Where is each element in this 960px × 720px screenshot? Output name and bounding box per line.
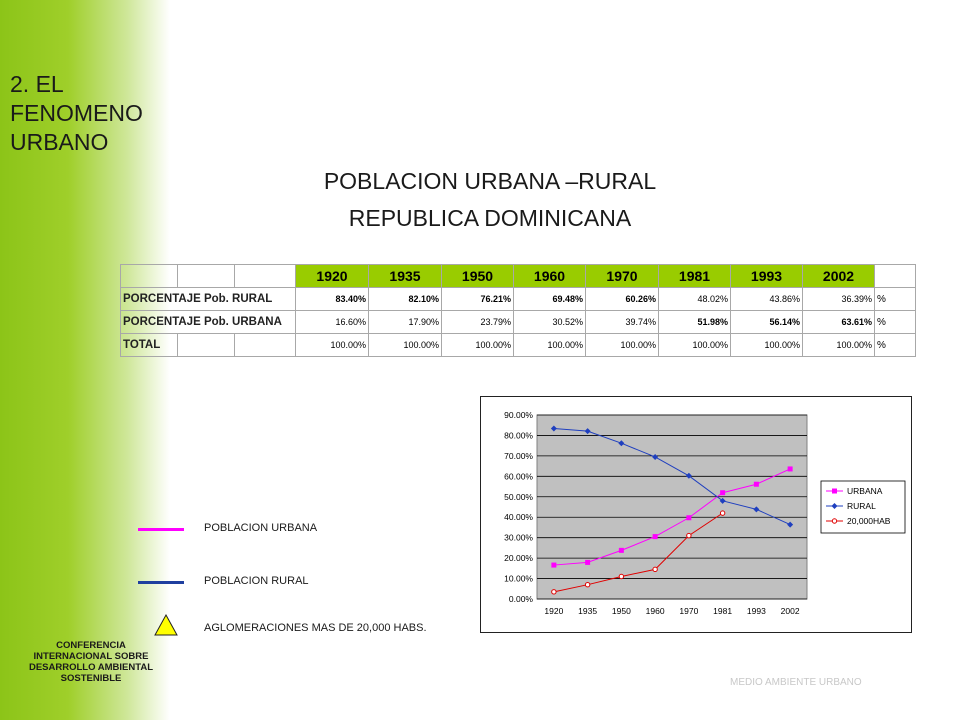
y-tick-label: 20.00% <box>504 553 533 564</box>
table-cell: 82.10% <box>369 288 442 311</box>
section-title-line: URBANO <box>10 129 109 155</box>
population-table <box>120 264 916 357</box>
table-cell: 56.14% <box>731 311 803 334</box>
data-point <box>788 466 793 471</box>
legend-label: POBLACION URBANA <box>204 522 318 534</box>
table-empty-cell <box>178 334 235 357</box>
table-cell: 100.00% <box>659 334 731 357</box>
section-title-line: FENOMENO <box>10 100 143 126</box>
y-tick-label: 0.00% <box>508 594 533 604</box>
table-cell: 51.98% <box>659 311 731 334</box>
table-empty-cell <box>235 265 296 288</box>
x-tick-label: 2002 <box>780 606 800 616</box>
data-point <box>720 511 724 515</box>
x-tick-label: 1993 <box>746 606 766 616</box>
section-title <box>10 70 170 157</box>
year-header: 1970 <box>586 265 659 288</box>
population-line-chart <box>480 396 912 633</box>
data-point <box>585 560 590 565</box>
row-label: TOTAL <box>121 334 178 357</box>
unit-cell: % <box>875 334 916 357</box>
data-point <box>619 574 623 578</box>
legend-label: AGLOMERACIONES MAS DE 20,000 HABS. <box>204 622 427 634</box>
table-row-total <box>121 334 916 357</box>
y-tick-label: 10.00% <box>504 573 533 584</box>
chart-svg <box>481 397 911 632</box>
x-tick-label: 1970 <box>679 606 699 616</box>
year-header: 1981 <box>659 265 731 288</box>
x-tick-label: 1920 <box>544 606 564 616</box>
table-cell: 43.86% <box>731 288 803 311</box>
table-cell: 30.52% <box>514 311 586 334</box>
plot-area <box>537 415 807 599</box>
x-tick-label: 1960 <box>645 606 665 616</box>
data-point <box>720 490 725 495</box>
data-point <box>754 482 759 487</box>
year-header: 1993 <box>731 265 803 288</box>
rural-line-swatch <box>138 581 184 584</box>
y-tick-label: 80.00% <box>504 430 533 441</box>
table-cell: 100.00% <box>586 334 659 357</box>
data-point <box>653 534 658 539</box>
y-tick-label: 30.00% <box>504 532 533 543</box>
legend-entry-label: 20,000HAB <box>847 516 891 526</box>
table-row-rural <box>121 288 916 311</box>
data-point <box>619 548 624 553</box>
data-point <box>653 567 657 571</box>
table-cell: 48.02% <box>659 288 731 311</box>
table-cell: 100.00% <box>803 334 875 357</box>
table-cell: 100.00% <box>369 334 442 357</box>
y-tick-label: 90.00% <box>504 410 533 420</box>
table-cell: 39.74% <box>586 311 659 334</box>
year-header: 1935 <box>369 265 442 288</box>
table-cell: 83.40% <box>296 288 369 311</box>
legend-entry-label: RURAL <box>847 501 876 511</box>
page-subtitle: REPUBLICA DOMINICANA <box>348 205 632 231</box>
triangle-icon <box>154 614 178 636</box>
table-cell: 17.90% <box>369 311 442 334</box>
data-point <box>551 563 556 568</box>
table-cell: 16.60% <box>296 311 369 334</box>
data-point <box>832 489 837 494</box>
y-tick-label: 50.00% <box>504 491 533 502</box>
row-label: PORCENTAJE Pob. URBANA <box>121 311 296 334</box>
data-point <box>832 519 836 523</box>
unit-cell: % <box>875 311 916 334</box>
year-header: 1960 <box>514 265 586 288</box>
section-title-line: 2. EL <box>10 71 64 97</box>
year-header: 1920 <box>296 265 369 288</box>
table-empty-cell <box>235 334 296 357</box>
table-row-urbana <box>121 311 916 334</box>
table-cell: 36.39% <box>803 288 875 311</box>
x-tick-label: 1950 <box>611 606 631 616</box>
data-point <box>686 515 691 520</box>
table-cell: 100.00% <box>514 334 586 357</box>
y-tick-label: 40.00% <box>504 512 533 523</box>
table-header-row <box>121 265 916 288</box>
legend-entry-label: URBANA <box>847 486 883 496</box>
table-cell: 69.48% <box>514 288 586 311</box>
table-cell: 63.61% <box>803 311 875 334</box>
unit-cell: % <box>875 288 916 311</box>
table-cell: 100.00% <box>296 334 369 357</box>
table-cell: 60.26% <box>586 288 659 311</box>
footer-label: MEDIO AMBIENTE URBANO <box>730 677 862 688</box>
table-empty-cell <box>178 265 235 288</box>
data-point <box>552 590 556 594</box>
x-tick-label: 1981 <box>713 606 733 616</box>
y-tick-label: 70.00% <box>504 450 533 461</box>
y-tick-label: 60.00% <box>504 471 533 482</box>
table-empty-cell <box>875 265 916 288</box>
table-cell: 23.79% <box>442 311 514 334</box>
data-point <box>687 533 691 537</box>
table-cell: 100.00% <box>731 334 803 357</box>
urbana-line-swatch <box>138 528 184 531</box>
table-cell: 76.21% <box>442 288 514 311</box>
page-title: POBLACION URBANA –RURAL <box>323 168 657 194</box>
conference-label: CONFERENCIA INTERNACIONAL SOBRE DESARROLLO AMBIENTAL SOSTENIBLE <box>28 640 154 684</box>
year-header: 2002 <box>803 265 875 288</box>
table-empty-cell <box>121 265 178 288</box>
x-tick-label: 1935 <box>578 606 598 616</box>
legend-label: POBLACION RURAL <box>204 575 309 587</box>
table-cell: 100.00% <box>442 334 514 357</box>
data-point <box>585 582 589 586</box>
row-label: PORCENTAJE Pob. RURAL <box>121 288 296 311</box>
year-header: 1950 <box>442 265 514 288</box>
